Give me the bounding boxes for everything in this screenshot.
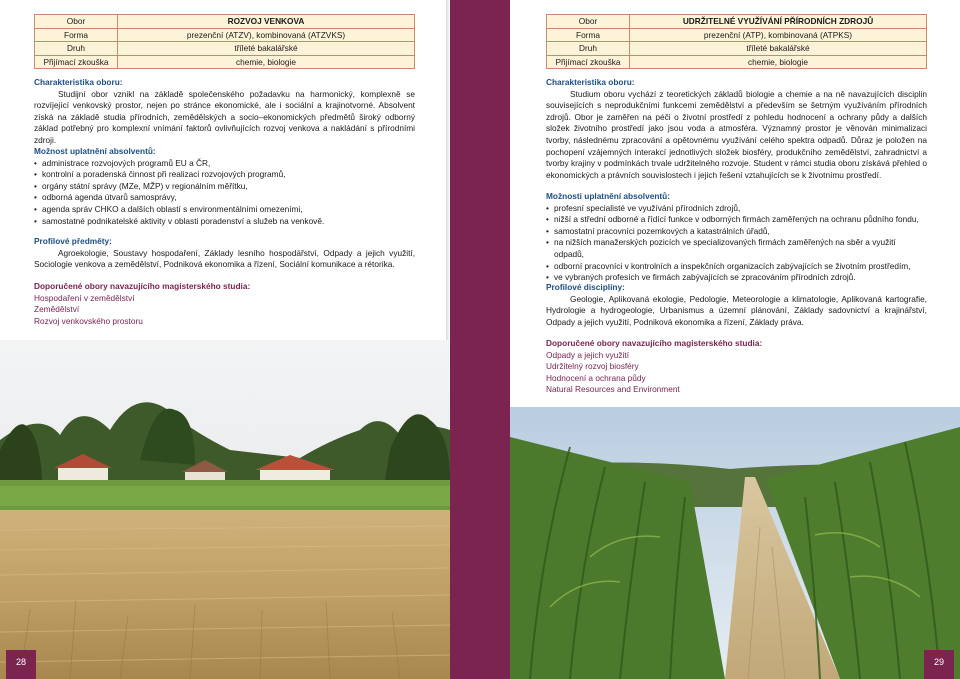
program-info-table [546,14,927,69]
list-item: • na nižších manažerských pozicích ve specializovaných firmách zaměřených na sběr a využití odpadů, [546,237,927,260]
section-heading: Doporučené obory navazujícího magisterského studia: [34,281,251,291]
list-item: • samostatné podnikatelské aktivity v oblasti poradenství a služeb na venkově. [34,216,415,228]
page-number: 29 [924,650,954,679]
profile-subjects-section [34,236,415,271]
table-key: Obor [547,15,630,29]
table-value: chemie, biologie [118,55,415,69]
characteristics-section [34,77,415,147]
opportunities-list [34,158,415,228]
rural-landscape-photo [0,340,450,679]
opportunities-section [34,146,415,227]
list-item: • odborní pracovníci v kontrolních a inspekčních organizacích zabývajících se životním prostředím, [546,261,927,273]
program-info-table [34,14,415,69]
list-item: • samostatní pracovníci pozemkových a katastrálních úřadů, [546,226,927,238]
recommended-item: Udržitelný rozvoj biosféry [546,361,639,372]
table-key: Forma [547,28,630,42]
book-spine [450,0,510,679]
list-item: • administrace rozvojových programů EU a ČR, [34,158,415,170]
opportunities-section [546,191,927,284]
section-heading: Charakteristika oboru: [34,77,123,87]
table-value: tříleté bakalářské [630,42,927,56]
section-heading: Charakteristika oboru: [546,77,635,87]
table-value: prezenční (ATZV), kombinovaná (ATZVKS) [118,28,415,42]
table-key: Druh [35,42,118,56]
table-row [35,28,415,42]
characteristics-text: Studium oboru vychází z teoretických základů biologie a chemie a na ně navazujících disciplin souvisejících s neprodukčními funkcemi zemědělství a především se šetrným využíváním přírodních zdrojů. Obor je zaměřen na péči o životní prostředí z pohledu hodnocení a ochrany půdy a dalších složek životního prostředí jako jsou voda a atmosféra. Významný prostor je věnován minimalizaci tvorby, následnému zpracování a opětovnému využívání celého spektra odpadů. Důraz je položen na pochopení vzájemných interakcí jednotlivých složek biosféry, produkčního zemědělství, zahradnictví a tvorby krajiny v podmínkách trvale udržitelného rozvoje. Student v rámci studia oboru získává přehled o ekonomických a právních souvislostech i jejich řešení vztahujících se k životnímu prostředí. [546,88,927,180]
recommended-item: Rozvoj venkovského prostoru [34,315,143,326]
characteristics-text: Studijní obor vznikl na základě společenského požadavku na harmonický, komplexně se rozvíjející venkovský prostor, nejen po stránce ekonomické, ale i sociální a krajinotvorné. Absolvent získá na základě studia přírodních, zemědělských a socio–ekonomických předmětů široký odborný základ potřebný pro komplexní vnímání faktorů ovlivňujících rozvoj venkova a nakládání s přírodními zdroji. [34,88,415,145]
list-item: • profesní specialisté ve využívání přírodních zdrojů, [546,203,927,215]
left-page [0,0,450,679]
section-heading: Možnost uplatnění absolventů: [34,146,156,156]
list-item: • odborná agenda útvarů samosprávy, [34,192,415,204]
section-heading: Profilové disciplíny: [546,282,625,292]
table-value: tříleté bakalářské [118,42,415,56]
table-key: Druh [547,42,630,56]
recommended-item: Hodnocení a ochrana půdy [546,372,646,383]
list-item: • nižší a střední odborné a řídící funkce v odborných firmách zaměřených na ochranu půdního fondu, [546,214,927,226]
table-row [35,15,415,29]
profile-disciplines-text: Geologie, Aplikovaná ekologie, Pedologie, Meteorologie a klimatologie, Aplikovaná kartografie, Hydrologie a hydrogeologie, Urbanismus a územní plánování, Základy sadovnictví a krajinářství, Odpady a jejich využití, Podniková ekonomika a řízení, Základy práva. [546,293,927,327]
table-key: Forma [35,28,118,42]
table-key: Obor [35,15,118,29]
list-item: • kontrolní a poradenská činnost při realizaci rozvojových programů, [34,169,415,181]
program-title: ROZVOJ VENKOVA [118,15,415,29]
right-page [510,0,960,679]
table-row [547,15,927,29]
recommended-item: Odpady a jejich využití [546,349,630,360]
table-row [35,55,415,69]
table-row [547,42,927,56]
list-item: • ve vybraných profesích ve firmách zabývajících se zpracováním přírodních zdrojů. [546,272,927,284]
recommended-item: Natural Resources and Environment [546,384,680,395]
table-key: Přijímací zkouška [35,55,118,69]
table-value: prezenční (ATP), kombinovaná (ATPKS) [630,28,927,42]
section-heading: Doporučené obory navazujícího magisterského studia: [546,338,763,348]
table-key: Přijímací zkouška [547,55,630,69]
recommended-section [34,281,415,327]
profile-disciplines-section [546,282,927,328]
profile-subjects-text: Agroekologie, Soustavy hospodaření, Základy lesního hospodářství, Odpady a jejich využití, Sociologie venkova a zemědělství, Podniková ekonomika a řízení, Sociální komunikace a rétorika. [34,247,415,270]
section-heading: Možnosti uplatnění absolventů: [546,191,670,201]
characteristics-section [546,77,927,181]
section-heading: Profilové předměty: [34,236,112,246]
table-value: chemie, biologie [630,55,927,69]
table-row [547,55,927,69]
recommended-item: Hospodaření v zemědělství [34,292,135,303]
recommended-section [546,338,927,396]
program-title: UDRŽITELNÉ VYUŽÍVÁNÍ PŘÍRODNÍCH ZDROJŮ [630,15,927,29]
recommended-item: Zemědělství [34,304,80,315]
table-row [35,42,415,56]
table-row [547,28,927,42]
corn-field-photo [510,407,960,679]
list-item: • orgány státní správy (MZe, MŽP) v regionálním měřítku, [34,181,415,193]
opportunities-list [546,203,927,284]
page-number: 28 [6,650,36,679]
list-item: • agenda správ CHKO a dalších oblastí s environmentálními omezeními, [34,204,415,216]
